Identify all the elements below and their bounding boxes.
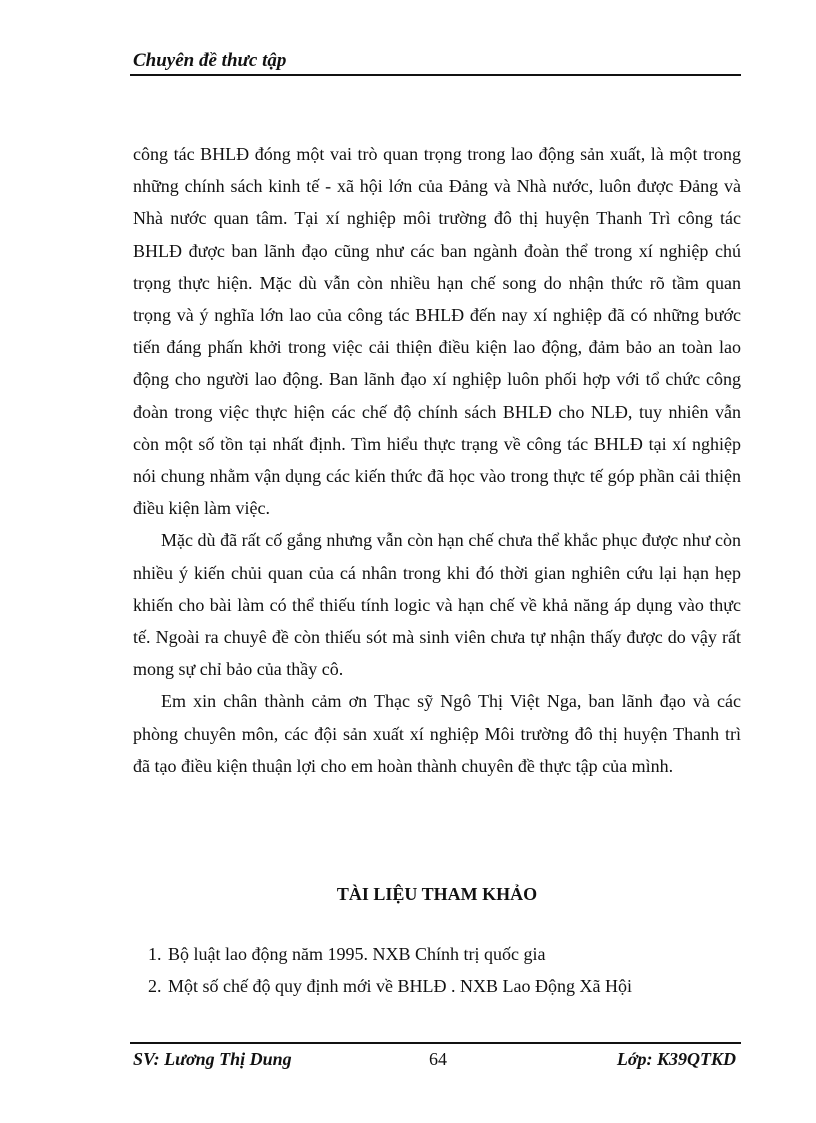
- footer-class: Lớp: K39QTKD: [616, 1049, 736, 1069]
- footer-divider: [130, 1042, 741, 1044]
- reference-item: [148, 938, 738, 970]
- reference-number: 2.: [148, 976, 162, 996]
- footer-student-name: SV: Lương Thị Dung: [133, 1049, 292, 1069]
- paragraph-3: Em xin chân thành cảm ơn Thạc sỹ Ngô Thị Việt Nga, ban lãnh đạo và các phòng chuyên môn, các đội sản xuất xí nghiệp Môi trường đô thị huyện Thanh trì đã tạo điều kiện thuận lợi cho em hoàn thành chuyên đề thực tập của mình.: [133, 691, 741, 776]
- reference-number: 1.: [148, 944, 162, 964]
- reference-item: [148, 970, 738, 1002]
- references-heading: TÀI LIỆU THAM KHẢO: [336, 884, 538, 904]
- header-divider: [130, 74, 741, 76]
- page-number: 64: [429, 1049, 447, 1069]
- body-text: [133, 138, 741, 782]
- paragraph-1: công tác BHLĐ đóng một vai trò quan trọng trong lao động sản xuất, là một trong những chính sách kinh tế - xã hội lớn của Đảng và Nhà nước, luôn được Đảng và Nhà nước quan tâm. Tại xí nghiệp môi trường đô thị huyện Thanh Trì công tác BHLĐ được ban lãnh đạo cũng như các ban ngành đoàn thể trong xí nghiệp chú trọng thực hiện. Mặc dù vẫn còn nhiều hạn chế song do nhận thức rõ tầm quan trọng và ý nghĩa lớn lao của công tác BHLĐ đến nay xí nghiệp đã có những bước tiến đáng phấn khởi trong việc cải thiện điều kiện lao động, đảm bảo an toàn lao động cho người lao động. Ban lãnh đạo xí nghiệp luôn phối hợp với tổ chức công đoàn trong việc thực hiện các chế độ chính sách BHLĐ cho NLĐ, tuy nhiên vẫn còn một số tồn tại nhất định. Tìm hiểu thực trạng về công tác BHLĐ tại xí nghiệp nói chung nhằm vận dụng các kiến thức đã học vào trong thực tế góp phần cải thiện điều kiện làm việc.: [133, 144, 741, 519]
- paragraph-2: Mặc dù đã rất cố gắng nhưng vẫn còn hạn chế chưa thể khắc phục được như còn nhiều ý kiến chủi quan của cá nhân trong khi đó thời gian nghiên cứu lại hạn hẹp khiến cho bài làm có thể thiếu tính logic và hạn chế về khả năng áp dụng vào thực tế. Ngoài ra chuyê đề còn thiếu sót mà sinh viên chưa tự nhận thấy được do vậy rất mong sự chỉ bảo của thầy cô.: [133, 530, 741, 680]
- reference-text: Bộ luật lao động năm 1995. NXB Chính trị quốc gia: [168, 944, 546, 964]
- references-list: [148, 938, 738, 1002]
- reference-text: Một số chế độ quy định mới về BHLĐ . NXB Lao Động Xã Hội: [168, 976, 632, 996]
- running-header-title: Chuyên đề thưc tập: [133, 50, 287, 71]
